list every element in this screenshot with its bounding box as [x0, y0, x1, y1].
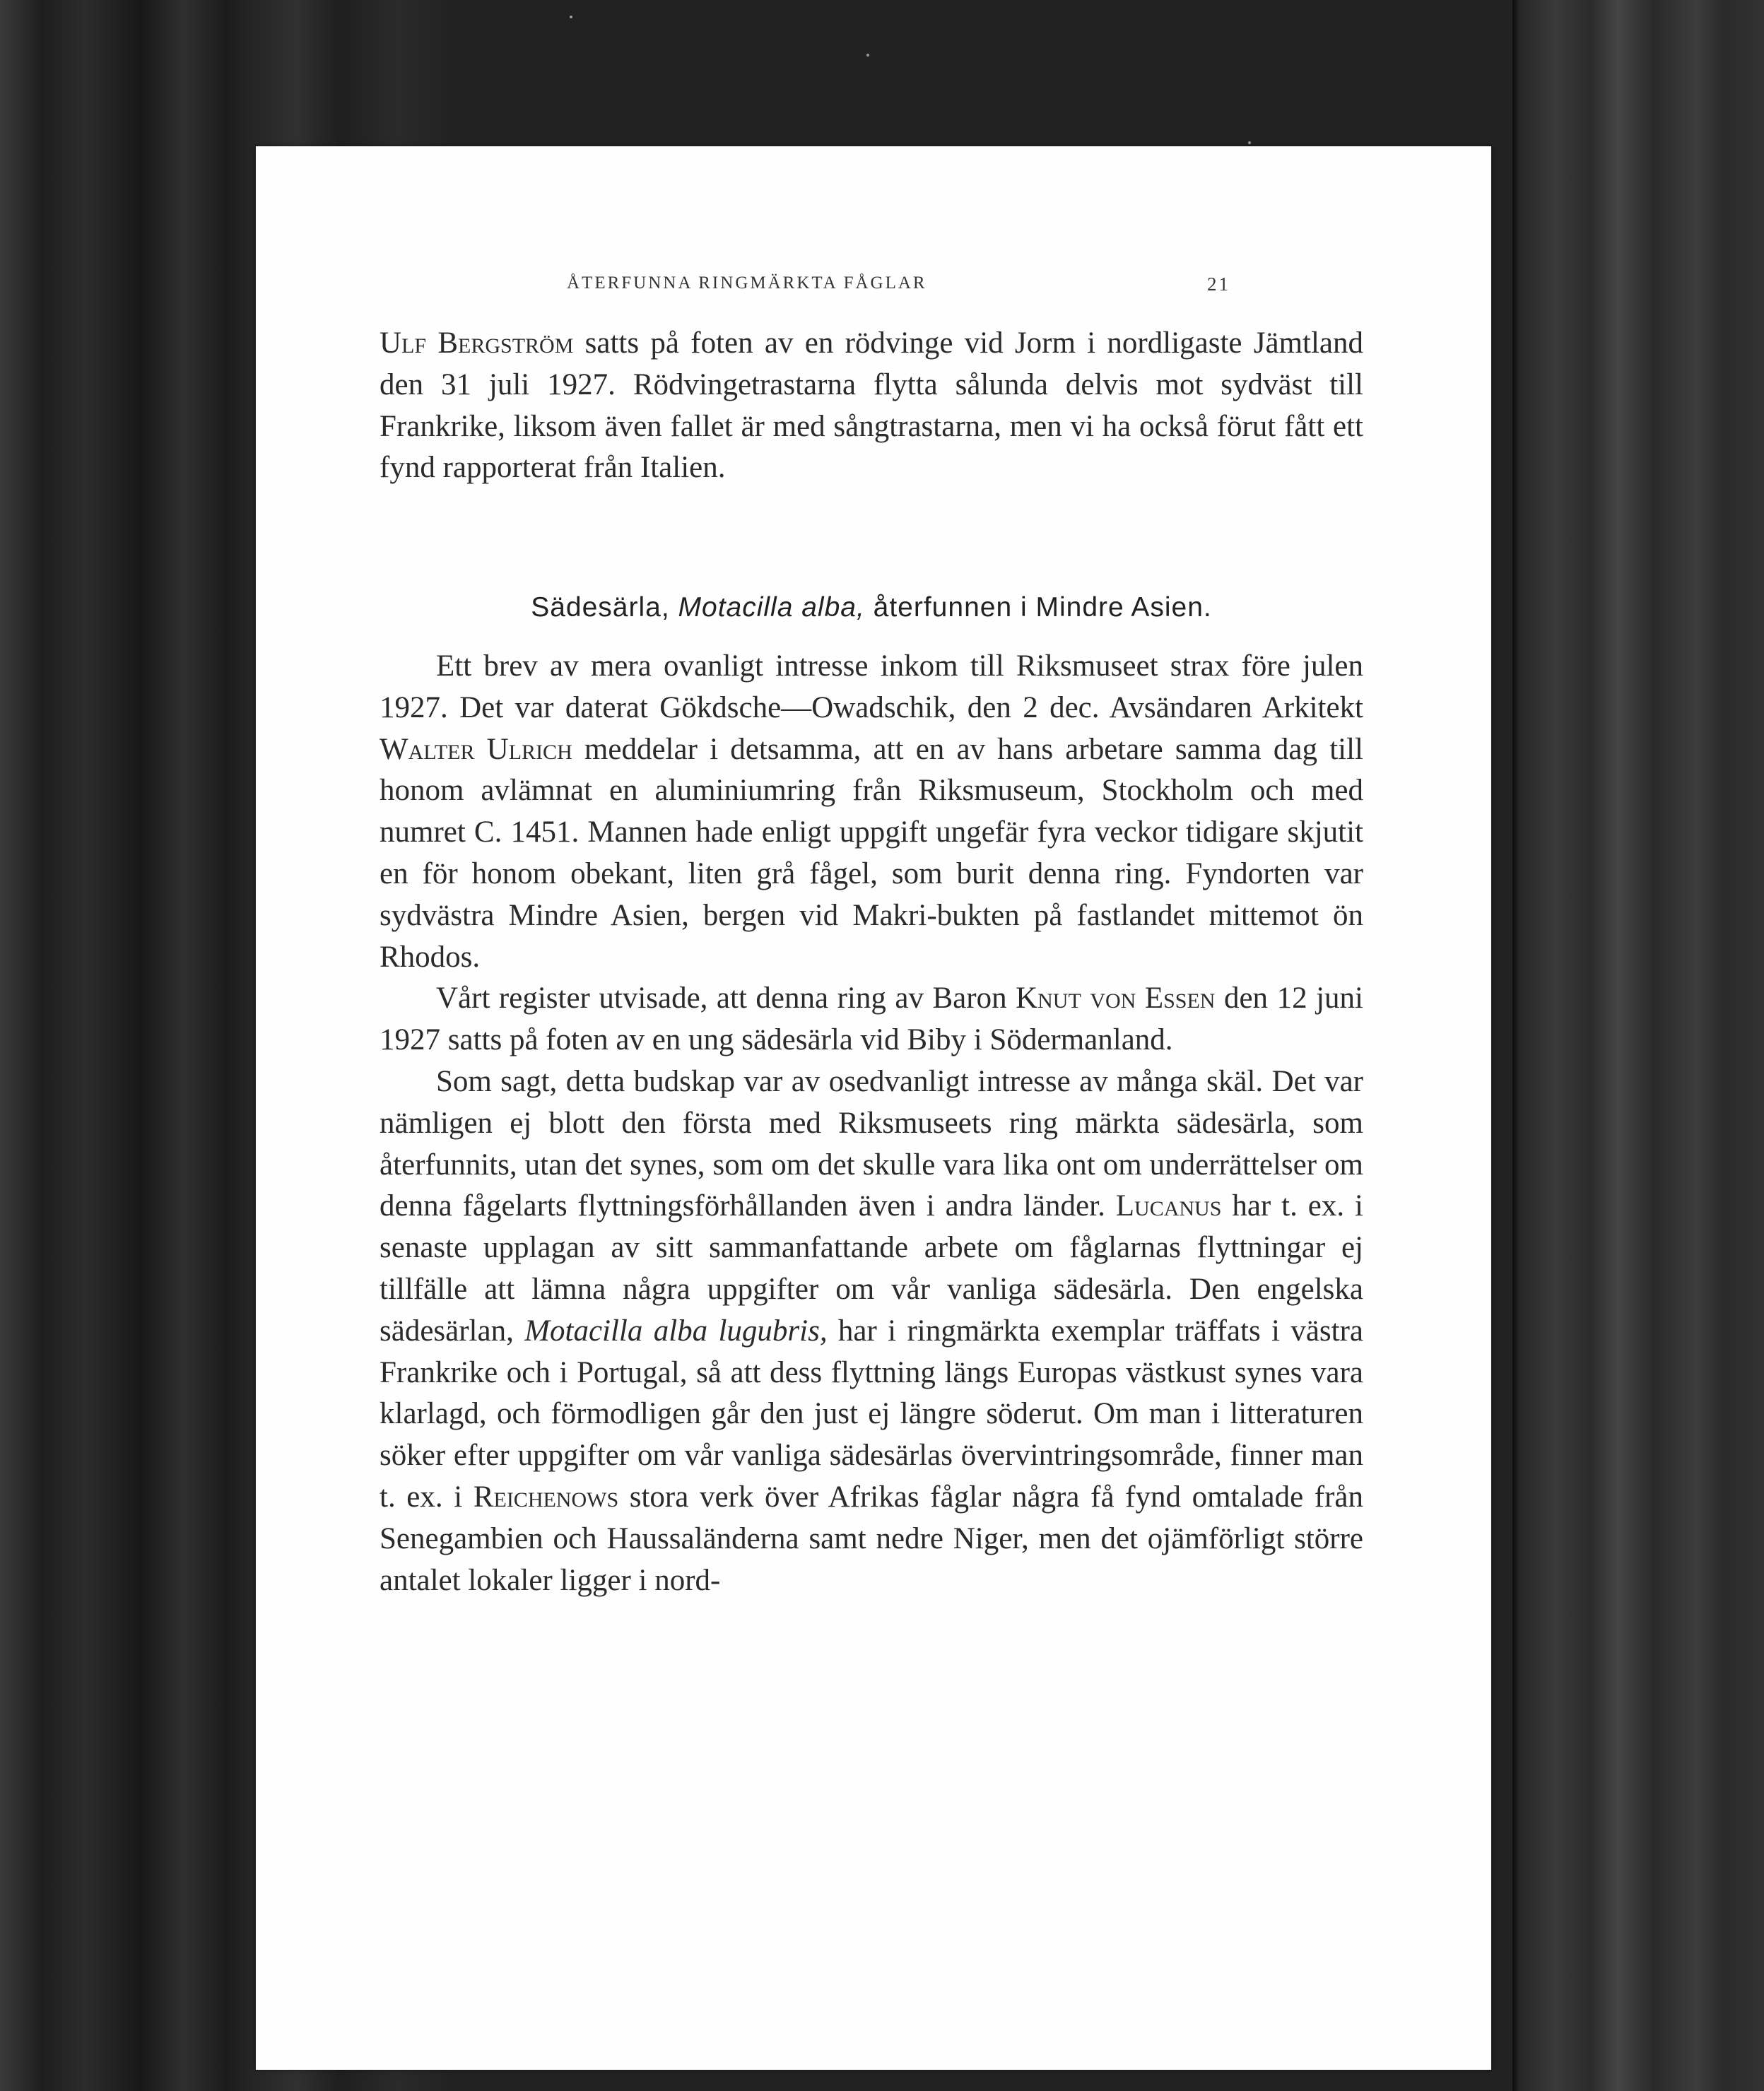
paragraph-text: har i ringmärkta exemplar träffats i västra Frankrike och i Portugal, så att dess flyttning längs Europas västkust synes vara klarlagd, och förmodligen går den just ej längre söderut. Om man i litteraturen söker efter uppgifter om vår vanliga sädesärlas övervintringsområde, finner man t. ex. i	[380, 1314, 1364, 1514]
paragraph	[380, 646, 1363, 978]
dust-speck	[570, 16, 572, 18]
species-name: Motacilla alba,	[678, 592, 865, 623]
paragraph-text: satts på foten av en rödvinge vid Jorm i nordligaste Jämtland den 31 juli 1927. Rödvingetrastarna flytta sålunda delvis mot sydväst till Frankrike, liksom även fallet är med sångtrastarna, men vi ha också förut fått ett fynd rapporterat från Italien.	[380, 326, 1364, 485]
running-header	[256, 273, 1491, 302]
section-body	[380, 646, 1363, 1601]
paragraph-text: Som sagt, detta budskap var av osedvanligt intresse av många skäl. Det var nämligen ej blott den första med Riksmuseets ring märkta sädesärla, som återfunnits, utan det synes, som om det skulle vara lika ont om underrättelser om denna fågelarts flyttningsförhållanden även i andra länder.	[380, 1064, 1363, 1223]
paragraph-text: har t. ex. i senaste upplagan av sitt sammanfattande arbete om fåglarnas flyttningar ej tillfälle att lämna några uppgifter om vår vanliga sädesärla. Den engelska sädesärlan,	[380, 1189, 1363, 1348]
person-name: Lucanus	[1115, 1189, 1222, 1223]
species-name: Motacilla alba lugubris,	[524, 1314, 828, 1348]
person-name: Ulf Bergström	[380, 326, 574, 360]
paragraph	[380, 1061, 1363, 1601]
paragraph	[380, 323, 1363, 489]
dust-speck	[1248, 141, 1251, 144]
scanner-edge-right	[1512, 0, 1764, 2091]
page-number: 21	[1207, 273, 1230, 295]
section-heading	[380, 592, 1363, 623]
paragraph-text: den 12 juni 1927 satts på foten av en ung sädesärla vid Biby i Södermanland.	[380, 982, 1363, 1057]
paragraph-text: Vårt register utvisade, att denna ring av Baron	[436, 982, 1016, 1015]
paragraph	[380, 978, 1363, 1061]
heading-text: återfunnen i Mindre Asien.	[864, 592, 1212, 623]
paragraph-text: Ett brev av mera ovanligt intresse inkom till Riksmuseet strax före julen 1927. Det var daterat Gökdsche—Owadschik, den 2 dec. Avsändaren Arkitekt	[380, 649, 1363, 724]
paragraph-text: stora verk över Afrikas fåglar några få fynd omtalade från Senegambien och Haussaländerna samt nedre Niger, men det ojämförligt större antalet lokaler ligger i nord-	[380, 1480, 1363, 1597]
heading-text: Sädesärla,	[531, 592, 678, 623]
person-name: Reichenows	[473, 1480, 619, 1514]
running-title: ÅTERFUNNA RINGMÄRKTA FÅGLAR	[567, 273, 927, 293]
dust-speck	[866, 54, 869, 57]
document-page	[256, 146, 1491, 2070]
intro-paragraph	[380, 323, 1363, 489]
person-name: Walter Ulrich	[380, 732, 572, 766]
person-name: Knut von Essen	[1016, 982, 1216, 1015]
paragraph-text: meddelar i detsamma, att en av hans arbetare samma dag till honom avlämnat en aluminiumring från Riksmuseum, Stockholm och med numret C. 1451. Mannen hade enligt uppgift ungefär fyra veckor tidigare skjutit en för honom obekant, liten grå fågel, som burit denna ring. Fyndorten var sydvästra Mindre Asien, bergen vid Makri-bukten på fastlandet mittemot ön Rhodos.	[380, 732, 1363, 974]
